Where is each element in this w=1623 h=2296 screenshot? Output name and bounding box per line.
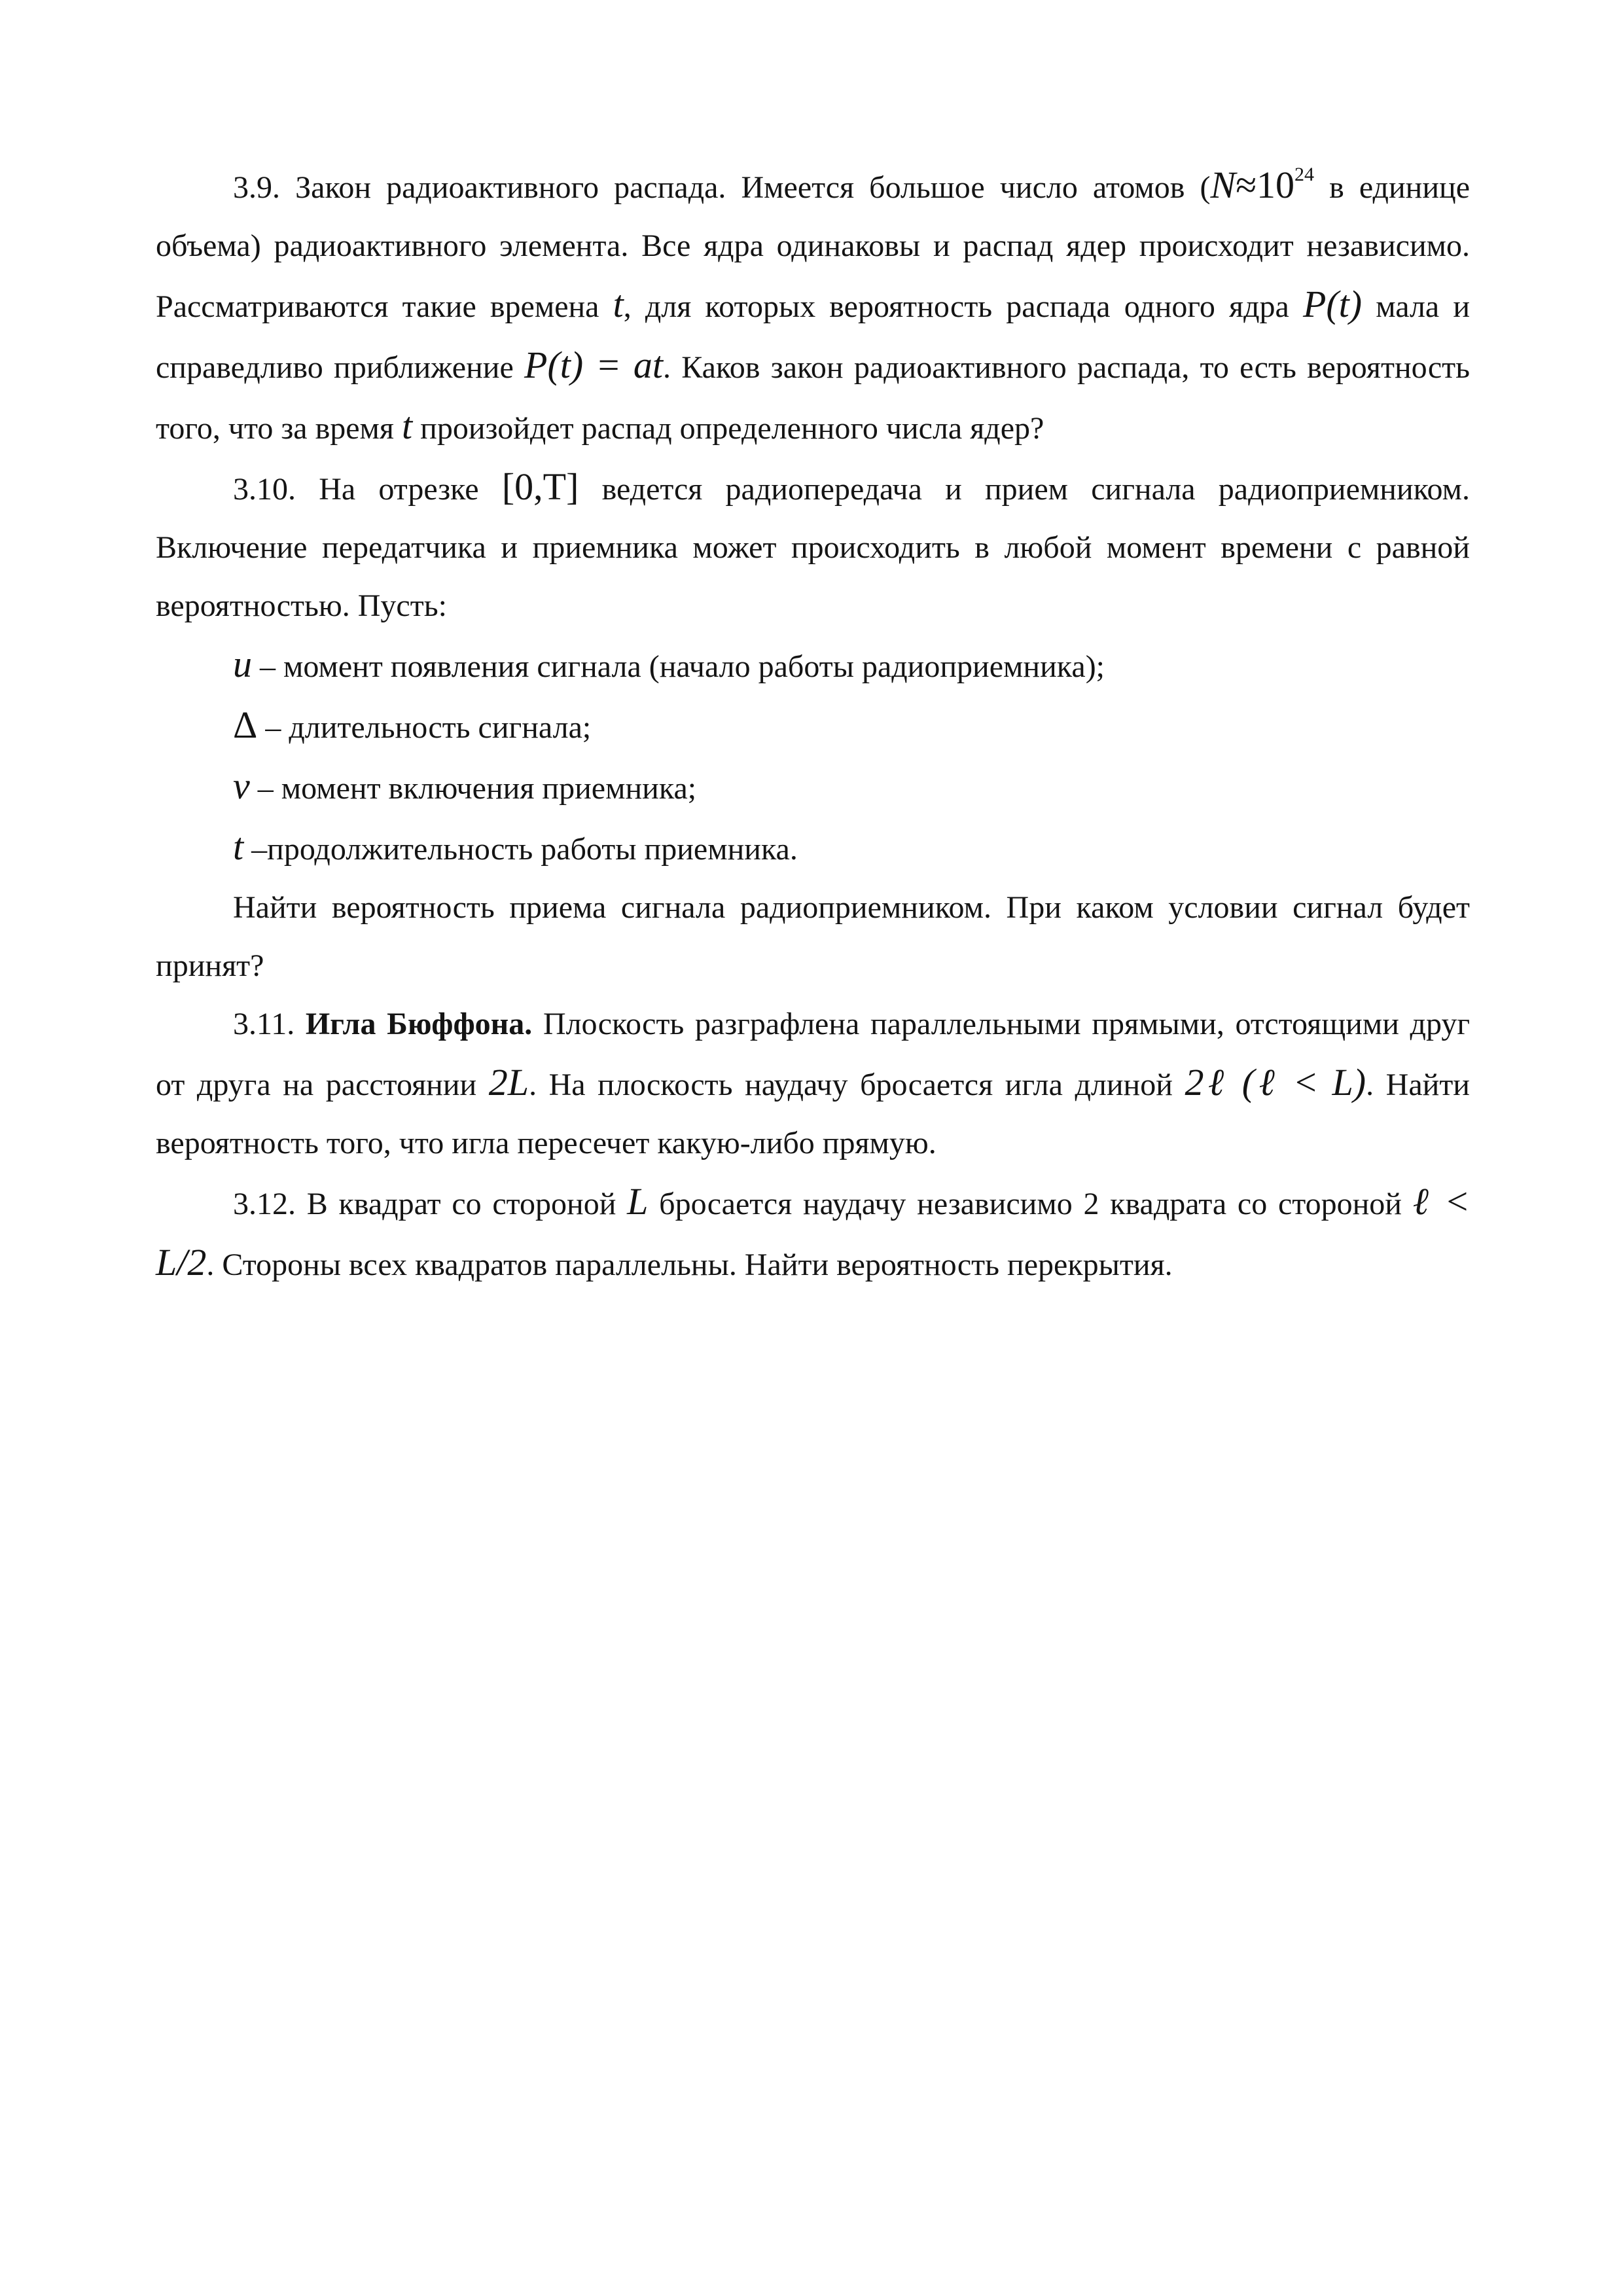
math-expression: ℓ < L/2 xyxy=(156,1180,1471,1283)
math-symbol: t xyxy=(233,825,244,868)
problem-text: Закон радиоактивного распада. Имеется большое число атомов ( xyxy=(295,170,1211,205)
list-item xyxy=(156,817,1470,878)
list-item xyxy=(156,757,1470,817)
problem-text: В квадрат со стороной xyxy=(296,1187,628,1221)
problem-title: Игла Бюффона. xyxy=(305,1007,533,1041)
math-symbol: v xyxy=(233,764,250,807)
problem-text: произойдет распад определенного числа ядер? xyxy=(412,411,1044,446)
list-item-text: – момент включения приемника; xyxy=(249,771,697,806)
math-expression: [0,T] xyxy=(501,465,579,508)
math-symbol: Δ xyxy=(233,704,258,746)
math-symbol: t xyxy=(613,283,624,325)
problem-text: ведется радиопередача и прием сигнала радиоприемником. Включение передатчика и приемника может происходить в любой момент времени с равной вероятностью. Пусть: xyxy=(156,472,1470,623)
problem-number: 3.9. xyxy=(233,170,280,205)
problem-number: 3.11. xyxy=(233,1007,295,1041)
list-item xyxy=(156,696,1470,757)
problem-text: . На плоскость наудачу бросается игла длиной xyxy=(529,1067,1185,1102)
problem-text: мала и справедливо приближение xyxy=(156,289,1471,385)
problem-text: в единице объема) радиоактивного элемента. Все ядра одинаковы и распад ядер происходит независимо. Рассматриваются такие времена xyxy=(156,170,1471,324)
list-item-text: – момент появления сигнала (начало работы радиоприемника); xyxy=(252,649,1105,684)
math-symbol: L xyxy=(627,1180,649,1223)
list-item-text: –продолжительность работы приемника. xyxy=(243,832,798,867)
problem-3-12 xyxy=(156,1172,1470,1294)
problem-text: , для которых вероятность распада одного ядра xyxy=(623,289,1303,324)
math-symbol: u xyxy=(233,643,252,685)
problem-3-10-question: Найти вероятность приема сигнала радиоприемником. При каком условии сигнал будет принят? xyxy=(156,890,1470,983)
problem-number: 3.10. xyxy=(233,472,296,507)
problem-text: . Стороны всех квадратов параллельны. Найти вероятность перекрытия. xyxy=(206,1247,1173,1282)
problem-text: Плоскость разграфлена параллельными прямыми, отстоящими друг от друга на расстоянии xyxy=(156,1007,1470,1102)
problem-text: . Найти вероятность того, что игла пересечет какую-либо прямую. xyxy=(156,1067,1470,1160)
problem-text: бросается наудачу независимо 2 квадрата со стороной xyxy=(648,1187,1413,1221)
problem-3-9 xyxy=(156,156,1470,457)
list-item-text: – длительность сигнала; xyxy=(257,710,592,745)
math-symbol: t xyxy=(402,404,413,447)
problem-number: 3.12. xyxy=(233,1187,296,1221)
problem-text: . Каков закон радиоактивного распада, то есть вероятность того, что за время xyxy=(156,350,1470,446)
list-item xyxy=(156,635,1470,696)
problem-3-11 xyxy=(156,995,1470,1172)
math-expression: ≈10 xyxy=(1236,164,1295,206)
document-body xyxy=(156,156,1470,1294)
problem-3-10 xyxy=(156,457,1470,635)
math-expression: 2L xyxy=(488,1061,529,1103)
problem-text: На отрезке xyxy=(319,472,502,507)
math-expression: 2ℓ (ℓ < L) xyxy=(1185,1061,1366,1103)
math-exponent: 24 xyxy=(1294,164,1315,185)
math-expression: P(t) xyxy=(1302,283,1363,325)
math-symbol: N xyxy=(1210,164,1236,206)
math-expression: P(t) = at xyxy=(524,344,663,386)
